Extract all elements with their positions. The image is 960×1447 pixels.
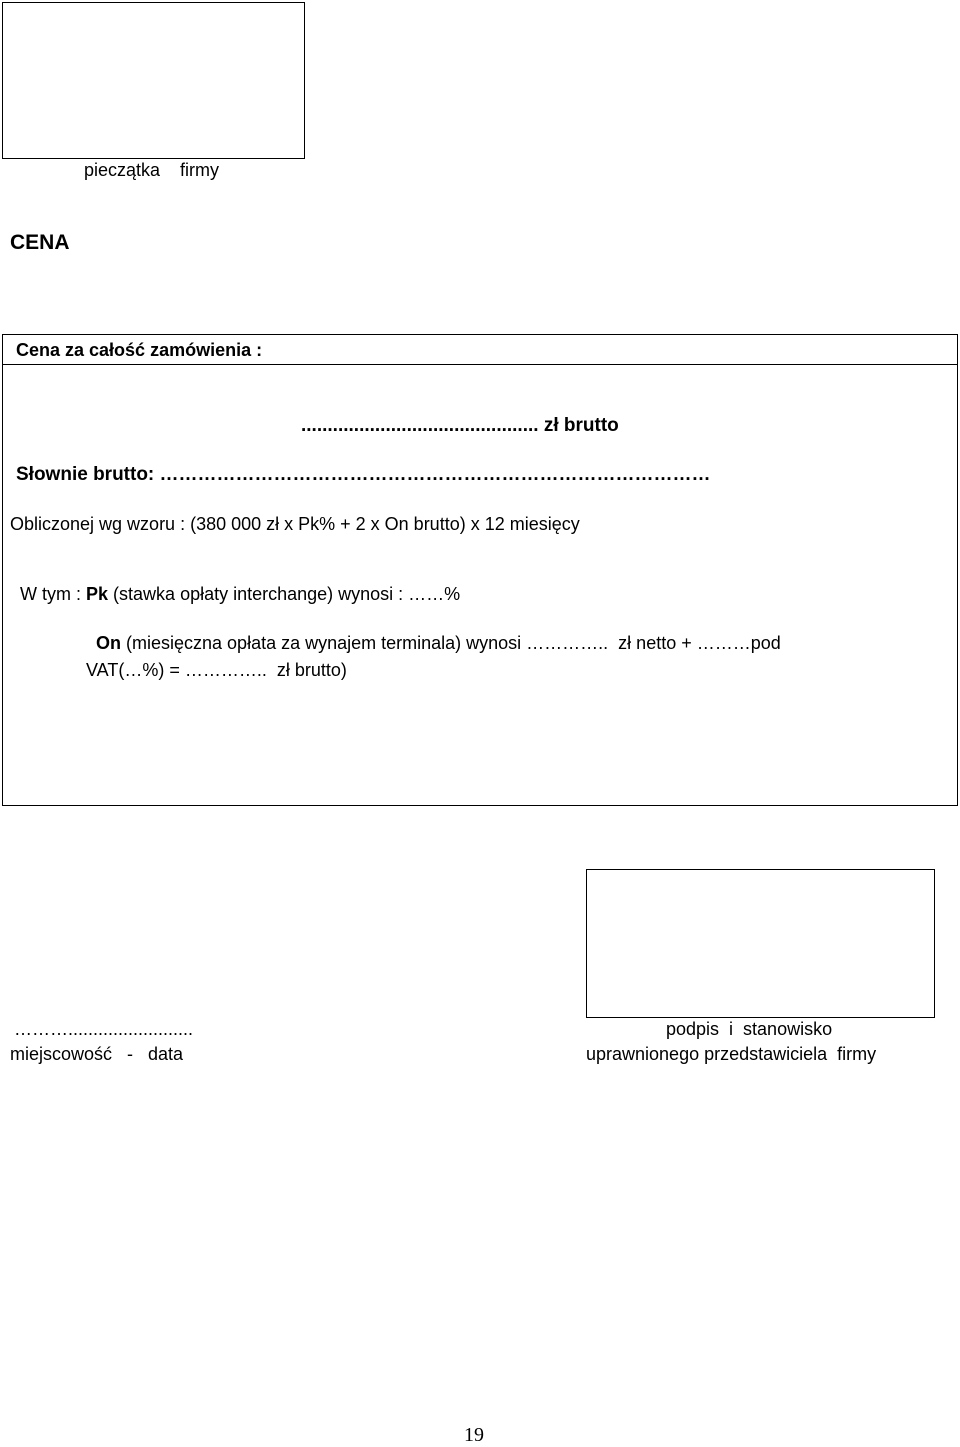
price-box-header-divider xyxy=(2,364,958,365)
place-date-label: miejscowość - data xyxy=(10,1044,184,1064)
words-label: Słownie brutto: xyxy=(16,464,155,485)
on-line xyxy=(86,612,781,654)
vat-line: VAT(…%) = ………….. zł brutto) xyxy=(86,660,347,680)
amount-line: ............................................. zł brutto xyxy=(301,415,619,436)
signature-label-line1: podpis i stanowisko xyxy=(666,1019,833,1039)
page-title: CENA xyxy=(10,231,70,254)
formula-line: Obliczonej wg wzoru : (380 000 zł x Pk% + 2 x On brutto) x 12 miesięcy xyxy=(10,514,580,534)
company-stamp-box xyxy=(2,2,305,159)
words-dots: …………………………………………………………………………… xyxy=(154,464,711,485)
pk-prefix: W tym : xyxy=(20,584,87,604)
page-number: 19 xyxy=(464,1424,484,1446)
signature-box xyxy=(586,869,935,1018)
signature-label-line2: uprawnionego przedstawiciela firmy xyxy=(586,1044,877,1064)
pk-bold: Pk xyxy=(86,584,109,604)
price-box-header: Cena za całość zamówienia : xyxy=(16,340,263,360)
pk-line xyxy=(10,563,460,605)
place-date-dots: ………......................... xyxy=(14,1019,194,1039)
pk-rest: (stawka opłaty interchange) wynosi : ……% xyxy=(108,584,461,604)
on-rest: (miesięczna opłata za wynajem terminala) wynosi ………….. zł netto + ………pod xyxy=(121,633,781,653)
company-stamp-label: pieczątka firmy xyxy=(84,160,220,180)
on-bold: On xyxy=(96,633,122,653)
words-line xyxy=(16,464,711,486)
